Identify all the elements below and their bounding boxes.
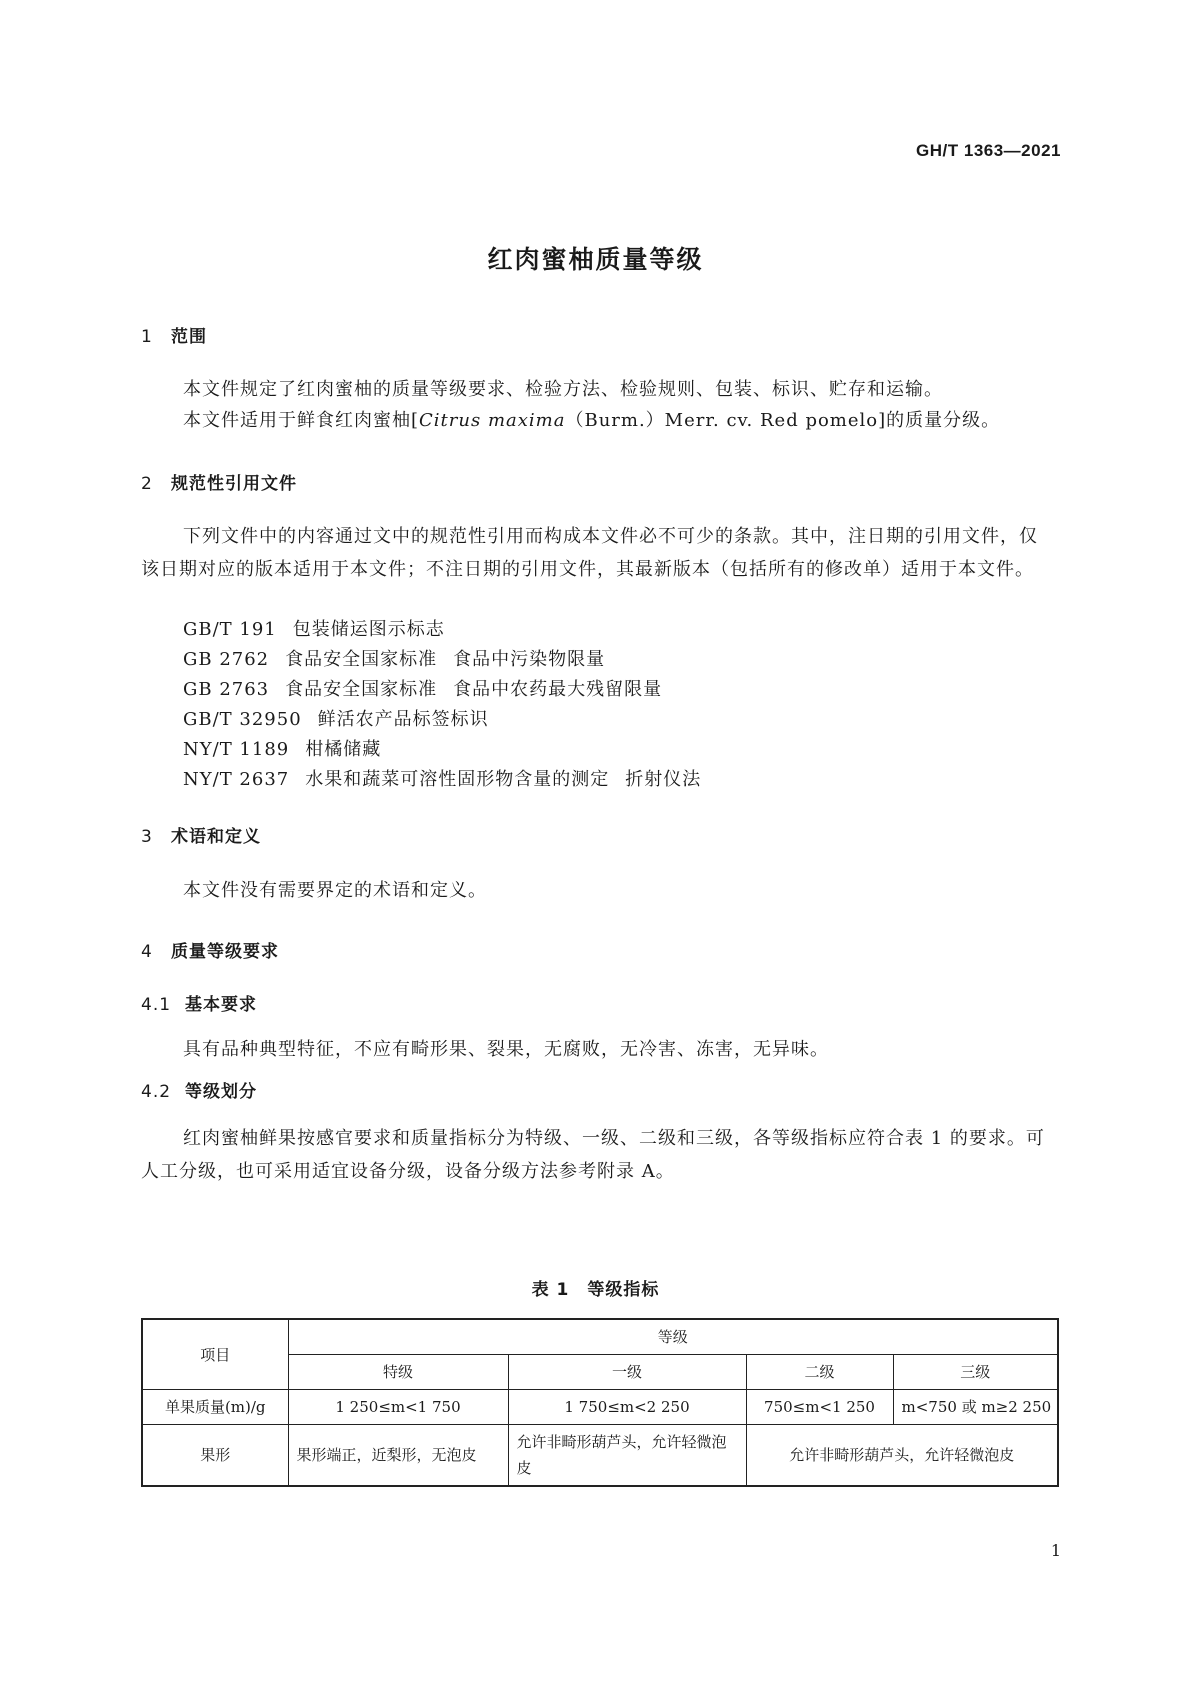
reference-item: [183, 645, 605, 671]
section-4-1-paragraph: 具有品种典型特征，不应有畸形果、裂果，无腐败，无冷害、冻害，无异味。: [183, 1039, 829, 1060]
section-number: 4.1: [141, 995, 172, 1015]
table-cell: 1 750≤m<2 250: [508, 1390, 746, 1425]
table-header-item: 项目: [142, 1319, 288, 1390]
grade-table: [141, 1318, 1059, 1487]
table-cell: m<750 或 m≥2 250: [893, 1390, 1058, 1425]
standard-code: GH/T 1363—2021: [916, 141, 1061, 160]
reference-code: GB 2763: [183, 679, 270, 700]
reference-title: 水果和蔬菜可溶性固形物含量的测定: [305, 769, 610, 790]
reference-title: 鲜活农产品标签标识: [317, 709, 489, 730]
section-3-paragraph: 本文件没有需要界定的术语和定义。: [183, 880, 487, 901]
section-4-heading: [141, 937, 279, 962]
section-2-intro: 下列文件中的内容通过文中的规范性引用而构成本文件必不可少的条款。其中，注日期的引用文件，仅该日期对应的版本适用于本文件；不注日期的引用文件，其最新版本（包括所有的修改单）适用于本文件。: [141, 526, 1038, 580]
section-title: 等级划分: [185, 1082, 257, 1102]
reference-code: GB/T 191: [183, 619, 277, 640]
reference-title: 食品安全国家标准: [285, 679, 438, 700]
grade-header-cell: 二级: [746, 1355, 893, 1390]
page-number: 1: [1050, 1541, 1061, 1560]
section-1-paragraph-1: 本文件规定了红肉蜜柚的质量等级要求、检验方法、检验规则、包装、标识、贮存和运输。: [183, 379, 943, 400]
reference-title: 包装储运图示标志: [292, 619, 445, 640]
section-number: 2: [141, 474, 153, 494]
section-4-2-paragraph: 红肉蜜柚鲜果按感官要求和质量指标分为特级、一级、二级和三级，各等级指标应符合表 1 的要求。可人工分级，也可采用适宜设备分级，设备分级方法参考附录 A。: [141, 1128, 1045, 1182]
scope-text-after: （Burm.）Merr. cv. Red pomelo]的质量分级。: [565, 410, 1001, 431]
section-4-2-heading: [141, 1077, 257, 1102]
section-number: 1: [141, 327, 153, 347]
reference-item: [183, 735, 381, 761]
section-3-heading: [141, 822, 261, 847]
section-title: 范围: [171, 327, 207, 347]
table-header-grade: 等级: [288, 1319, 1058, 1355]
section-2-heading: [141, 469, 297, 494]
grade-header-cell: 特级: [288, 1355, 508, 1390]
table-cell: 750≤m<1 250: [746, 1390, 893, 1425]
table-row: [142, 1425, 1058, 1487]
section-1-heading: [141, 322, 207, 347]
table-cell: 允许非畸形葫芦头，允许轻微泡皮: [508, 1425, 746, 1487]
reference-title: 柑橘储藏: [305, 739, 382, 760]
reference-code: GB 2762: [183, 649, 270, 670]
row-label: 单果质量(m)/g: [142, 1390, 288, 1425]
section-title: 术语和定义: [171, 827, 261, 847]
reference-code: NY/T 1189: [183, 739, 290, 760]
scope-text-before: 本文件适用于鲜食红肉蜜柚[: [183, 410, 420, 431]
reference-subtitle: 食品中污染物限量: [453, 649, 606, 670]
latin-species-name: Citrus maxima: [419, 410, 566, 431]
table-header-row: [142, 1319, 1058, 1355]
table-cell: 允许非畸形葫芦头，允许轻微泡皮: [746, 1425, 1058, 1487]
table-cell: 1 250≤m<1 750: [288, 1390, 508, 1425]
section-number: 4: [141, 942, 153, 962]
reference-item: [183, 675, 662, 701]
table-cell: 果形端正，近梨形，无泡皮: [288, 1425, 508, 1487]
section-title: 规范性引用文件: [171, 474, 297, 494]
section-number: 3: [141, 827, 153, 847]
section-title: 基本要求: [185, 995, 257, 1015]
section-title: 质量等级要求: [171, 942, 279, 962]
reference-item: [183, 765, 701, 791]
section-1-paragraph-2: [141, 404, 1053, 437]
reference-item: [183, 705, 489, 731]
section-4-1-heading: [141, 990, 257, 1015]
document-title: 红肉蜜柚质量等级: [487, 245, 704, 274]
reference-subtitle: 折射仪法: [625, 769, 702, 790]
table-row: [142, 1390, 1058, 1425]
grade-header-cell: 一级: [508, 1355, 746, 1390]
reference-code: NY/T 2637: [183, 769, 290, 790]
reference-subtitle: 食品中农药最大残留限量: [453, 679, 663, 700]
table-caption: 表 1 等级指标: [531, 1280, 660, 1300]
grade-header-cell: 三级: [893, 1355, 1058, 1390]
row-label: 果形: [142, 1425, 288, 1487]
section-number: 4.2: [141, 1082, 172, 1102]
reference-item: [183, 615, 445, 641]
reference-code: GB/T 32950: [183, 709, 302, 730]
reference-title: 食品安全国家标准: [285, 649, 438, 670]
